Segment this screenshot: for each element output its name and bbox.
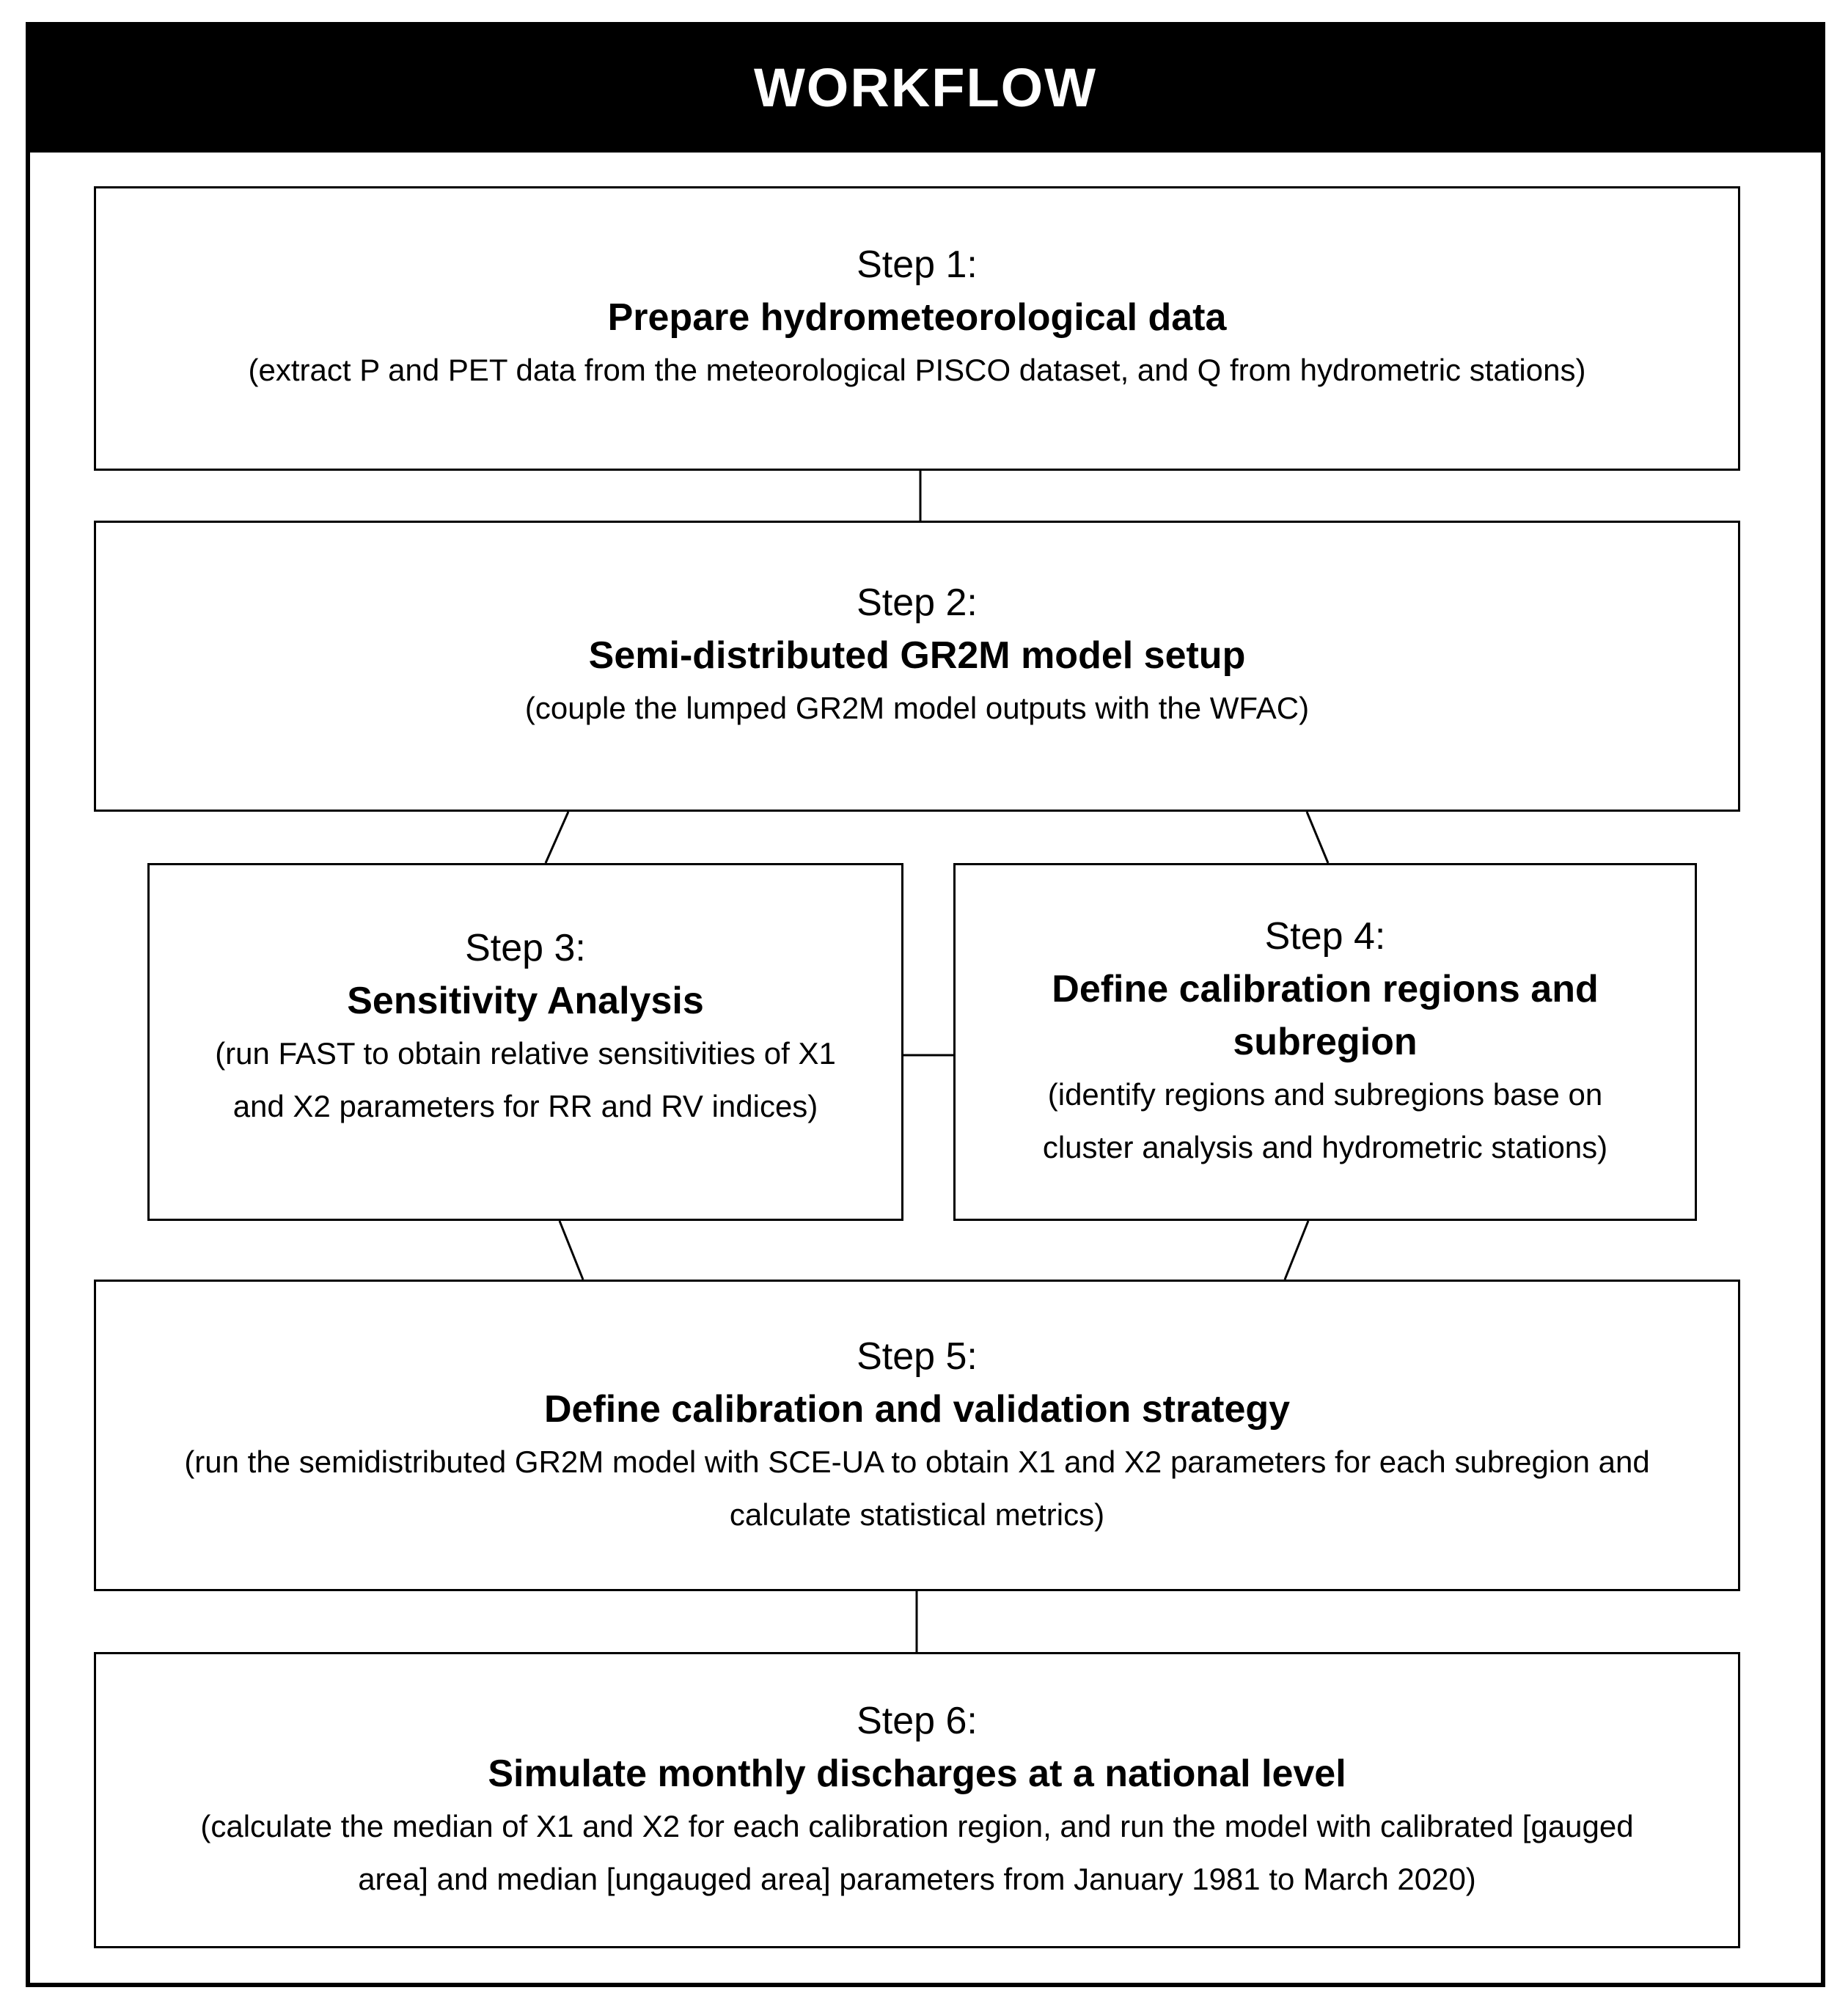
step-3-box: [147, 863, 903, 1221]
step-3-label: Step 3:: [465, 927, 586, 969]
connector-step2-step3: [546, 812, 568, 863]
connector-step3-step5: [560, 1221, 583, 1280]
step-4-description-line-1: (identify regions and subregions base on: [1047, 1077, 1603, 1112]
step-6-description-line-1: (calculate the median of X1 and X2 for each calibration region, and run the model with calibrated [gauged: [200, 1809, 1634, 1843]
step-4-box: [953, 863, 1697, 1221]
workflow-header: WORKFLOW: [26, 22, 1825, 153]
step-3-title: Sensitivity Analysis: [347, 980, 704, 1022]
step-3-description-line-2: and X2 parameters for RR and RV indices): [232, 1089, 818, 1123]
step-1-box: [94, 186, 1740, 471]
step-4-title-line-2: subregion: [1233, 1021, 1418, 1063]
step-1-description: (extract P and PET data from the meteorological PISCO dataset, and Q from hydrometric stations): [248, 353, 1586, 387]
step-2-box: [94, 521, 1740, 812]
step-4-label: Step 4:: [1264, 915, 1386, 958]
connector-step4-step5: [1285, 1221, 1308, 1280]
step-2-description: (couple the lumped GR2M model outputs with the WFAC): [524, 690, 1310, 725]
step-6-label: Step 6:: [857, 1700, 978, 1742]
step-2-label: Step 2:: [857, 581, 978, 624]
step-5-description-line-1: (run the semidistributed GR2M model with SCE-UA to obtain X1 and X2 parameters for each subregion and: [184, 1444, 1650, 1479]
step-3-description-line-1: (run FAST to obtain relative sensitivities of X1: [215, 1036, 836, 1071]
step-4-description-line-2: cluster analysis and hydrometric stations): [1042, 1130, 1608, 1164]
step-5-description-line-2: calculate statistical metrics): [729, 1497, 1105, 1532]
step-6-description-line-2: area] and median [ungauged area] parameters from January 1981 to March 2020): [358, 1862, 1476, 1896]
step-1-title: Prepare hydrometeorological data: [607, 296, 1227, 339]
step-5-title: Define calibration and validation strategy: [543, 1387, 1291, 1431]
step-2-title: Semi-distributed GR2M model setup: [588, 634, 1246, 677]
step-4-title-line-1: Define calibration regions and: [1052, 968, 1599, 1010]
step-6-title: Simulate monthly discharges at a national level: [488, 1752, 1346, 1795]
step-5-box: [94, 1280, 1740, 1591]
step-6-box: [94, 1652, 1740, 1948]
step-5-label: Step 5:: [857, 1335, 978, 1378]
step-1-label: Step 1:: [857, 243, 978, 286]
connector-step2-step4: [1307, 812, 1328, 863]
